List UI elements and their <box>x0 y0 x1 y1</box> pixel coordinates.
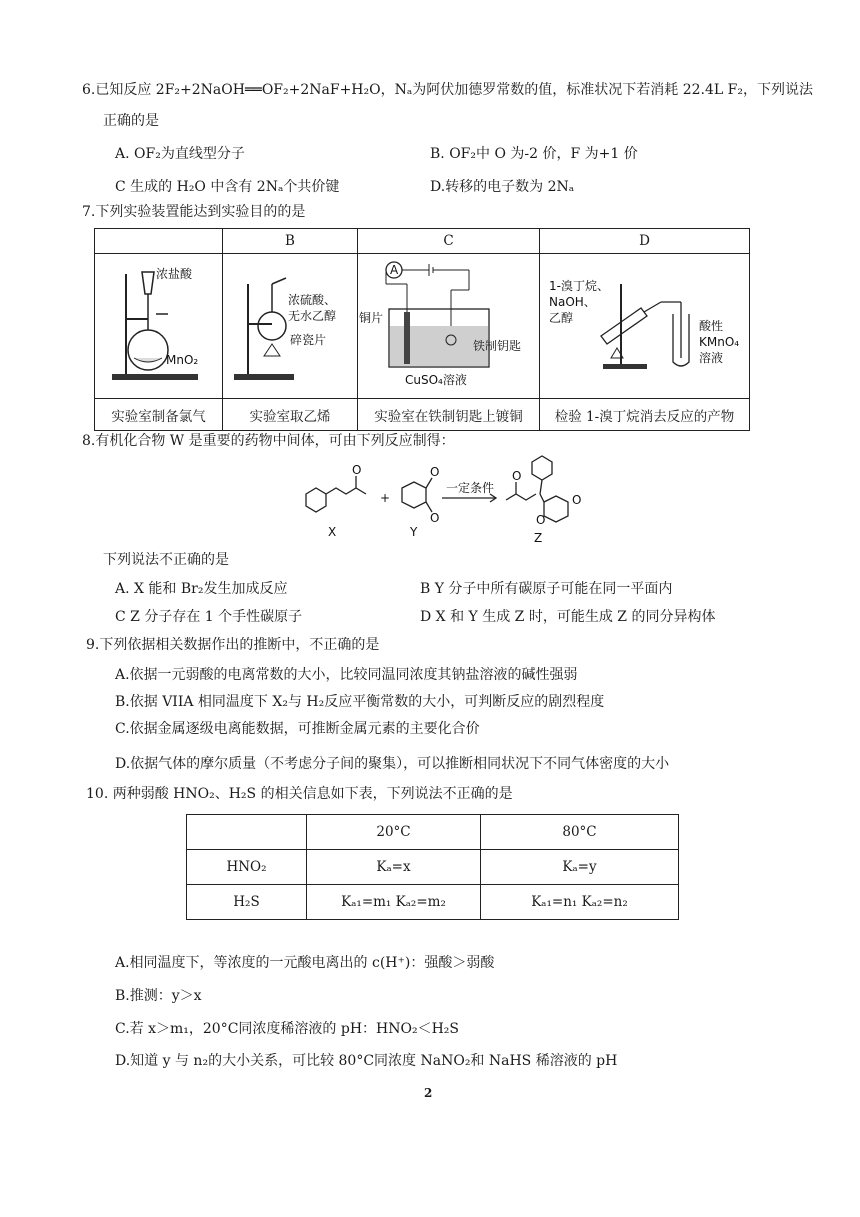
reaction-scheme <box>300 452 600 546</box>
q8-option-d: D X 和 Y 生成 Z 时，可能生成 Z 的同分异构体 <box>420 609 716 625</box>
label-h2so4: 浓硫酸、 <box>287 293 336 307</box>
caption-a: 实验室制备氯气 <box>95 399 223 431</box>
mol-label-z: Z <box>534 531 543 545</box>
q8-sub: 下列说法不正确的是 <box>103 552 229 568</box>
q6-stem-cont: 正确的是 <box>103 113 159 129</box>
label-acidic: 酸性 <box>698 319 723 333</box>
label-hcl: 浓盐酸 <box>155 267 192 281</box>
label-mno2: MnO₂ <box>165 353 198 367</box>
caption-b: 实验室取乙烯 <box>223 399 358 431</box>
ka-header-80c: 80°C <box>481 815 679 850</box>
q10-option-d: D.知道 y 与 n₂的大小关系，可比较 80°C同浓度 NaNO₂和 NaHS 稀溶液的 pH <box>115 1053 618 1069</box>
arrow-condition: 一定条件 <box>446 481 495 495</box>
svg-text:O: O <box>536 513 546 527</box>
caption-c: 实验室在铁制钥匙上镀铜 <box>358 399 540 431</box>
label-naoh: NaOH、 <box>548 295 596 309</box>
apparatus-a <box>95 254 223 399</box>
q9-option-b: B.依据 VIIA 相同温度下 X₂与 H₂反应平衡常数的大小，可判断反应的剧烈程度 <box>115 694 605 710</box>
label-bromobutane: 1-溴丁烷、 <box>548 279 609 293</box>
electroplating-apparatus-diagram <box>359 254 539 394</box>
mol-label-y: Y <box>410 525 418 539</box>
ethylene-apparatus-diagram <box>224 254 357 394</box>
caption-d: 检验 1-溴丁烷消去反应的产物 <box>540 399 750 431</box>
svg-text:O: O <box>352 463 362 477</box>
ka-header-20c: 20°C <box>307 815 481 850</box>
experiment-table <box>94 228 750 431</box>
q8-option-a: A. X 能和 Br₂发生加成反应 <box>115 581 288 597</box>
q6-option-d: D.转移的电子数为 2Nₐ <box>430 179 575 195</box>
label-ethanol-d: 乙醇 <box>548 311 573 325</box>
q9-option-c: C.依据金属逐级电离能数据，可推断金属元素的主要化合价 <box>115 721 480 737</box>
exp-header-b: B <box>223 229 358 254</box>
apparatus-c <box>358 254 540 399</box>
exp-header-c: C <box>358 229 540 254</box>
q10-option-b: B.推测：y＞x <box>115 988 202 1004</box>
label-porcelain: 碎瓷片 <box>289 333 326 347</box>
acid-constant-table <box>186 814 679 920</box>
label-kmno4: KMnO₄ <box>698 335 739 349</box>
ka-header-blank <box>187 815 307 850</box>
ka-hno2-20c: Kₐ=x <box>307 850 481 885</box>
q6-option-a: A. OF₂为直线型分子 <box>115 146 245 162</box>
q9-option-d: D.依据气体的摩尔质量（不考虑分子间的聚集），可以推断相同状况下不同气体密度的大小 <box>115 756 670 772</box>
svg-text:O: O <box>430 465 440 479</box>
label-iron-key: 铁制钥匙 <box>472 339 521 353</box>
q10-option-a: A.相同温度下，等浓度的一元酸电离出的 c(H⁺)：强酸＞弱酸 <box>115 955 495 971</box>
label-solution: 溶液 <box>698 351 723 365</box>
q7-stem: 7.下列实验装置能达到实验目的的是 <box>82 204 306 220</box>
label-cuso4: CuSO₄溶液 <box>404 373 467 387</box>
elimination-test-apparatus-diagram <box>541 254 749 394</box>
svg-text:O: O <box>430 511 440 525</box>
page-number: 2 <box>424 1086 433 1100</box>
ka-h2s-label: H₂S <box>187 885 307 920</box>
svg-text:+: + <box>380 491 391 505</box>
q8-stem: 8.有机化合物 W 是重要的药物中间体，可由下列反应制得： <box>82 433 455 449</box>
exp-header-a <box>95 229 223 254</box>
q8-option-b: B Y 分子中所有碳原子可能在同一平面内 <box>420 581 673 597</box>
q10-option-c: C.若 x＞m₁，20°C同浓度稀溶液的 pH：HNO₂＜H₂S <box>115 1021 460 1037</box>
q8-option-c: C Z 分子存在 1 个手性碳原子 <box>115 609 303 625</box>
q9-stem: 9.下列依据相关数据作出的推断中，不正确的是 <box>86 637 380 653</box>
ammeter-label: A <box>389 263 398 277</box>
ka-hno2-80c: Kₐ=y <box>481 850 679 885</box>
apparatus-d <box>540 254 750 399</box>
ka-hno2-label: HNO₂ <box>187 850 307 885</box>
q6-stem: 6.已知反应 2F₂+2NaOH══OF₂+2NaF+H₂O，Nₐ为阿伏加德罗常数的值，标准状况下若消耗 22.4L F₂，下列说法 <box>82 82 813 98</box>
label-ethanol: 无水乙醇 <box>287 309 336 323</box>
exp-header-d: D <box>540 229 750 254</box>
mol-label-x: X <box>328 525 337 539</box>
q10-stem: 10. 两种弱酸 HNO₂、H₂S 的相关信息如下表，下列说法不正确的是 <box>86 786 513 802</box>
label-copper: 铜片 <box>358 311 383 325</box>
q9-option-a: A.依据一元弱酸的电离常数的大小，比较同温同浓度其钠盐溶液的碱性强弱 <box>115 667 578 683</box>
svg-text:O: O <box>512 469 522 483</box>
chlorine-apparatus-diagram <box>96 254 222 394</box>
apparatus-b <box>223 254 358 399</box>
q6-option-b: B. OF₂中 O 为-2 价，F 为+1 价 <box>430 146 638 162</box>
ka-h2s-80c: Kₐ₁=n₁ Kₐ₂=n₂ <box>481 885 679 920</box>
svg-text:O: O <box>572 493 582 507</box>
ka-h2s-20c: Kₐ₁=m₁ Kₐ₂=m₂ <box>307 885 481 920</box>
q6-option-c: C 生成的 H₂O 中含有 2Nₐ个共价键 <box>115 179 340 195</box>
